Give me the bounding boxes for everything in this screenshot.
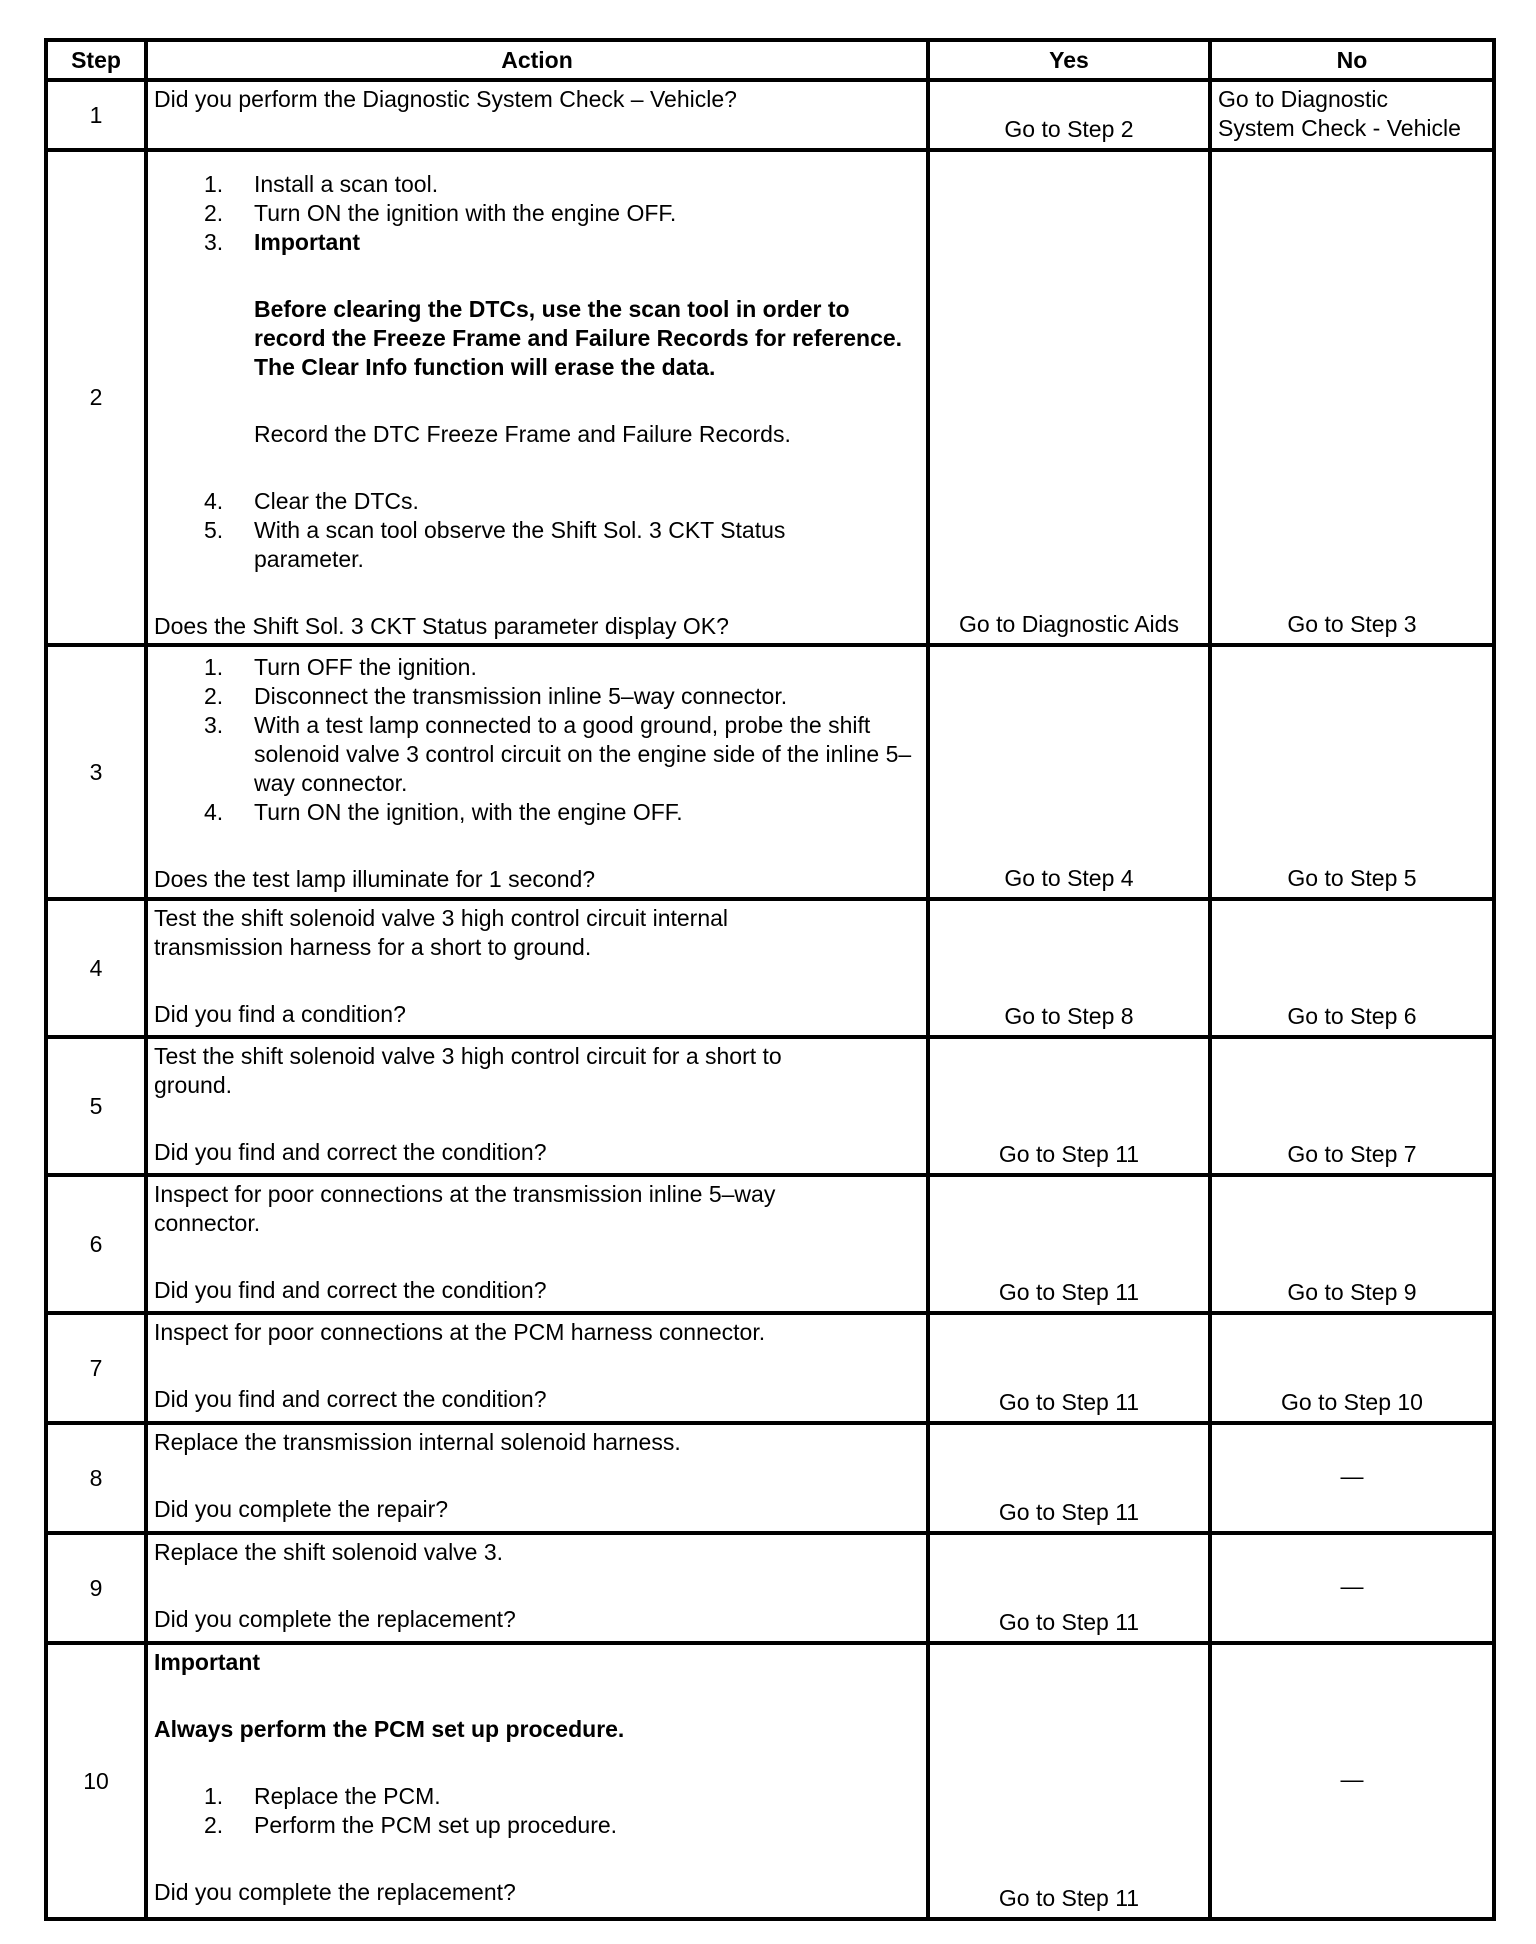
step-number: 5 [46,1037,146,1175]
yes-cell: Go to Step 11 [928,1175,1210,1313]
step-number: 8 [46,1423,146,1533]
no-cell: Go to Step 7 [1210,1037,1494,1175]
action-question: Did you find and correct the condition? [154,1386,547,1412]
action-instruction: Test the shift solenoid valve 3 high control circuit internal transmission harness for a short to ground. [154,905,729,960]
action-cell [146,1423,928,1533]
action-question: Did you find and correct the condition? [154,1139,547,1165]
action-instruction: Inspect for poor connections at the transmission inline 5–way connector. [154,1181,776,1236]
header-row [46,40,1494,80]
no-cell [1210,80,1494,150]
table-row [46,1037,1494,1175]
yes-cell: Go to Step 4 [928,645,1210,899]
no-cell: Go to Step 9 [1210,1175,1494,1313]
list-item: 5. With a scan tool observe the Shift Sol. 3 CKT Status parameter. [204,517,786,572]
list-item: 2. Perform the PCM set up procedure. [204,1812,618,1838]
table-row [46,80,1494,150]
step-number: 10 [46,1643,146,1919]
table-row [46,1643,1494,1919]
action-question: Does the Shift Sol. 3 CKT Status parameter display OK? [154,613,729,639]
action-instruction: Inspect for poor connections at the PCM harness connector. [154,1319,766,1345]
list-item: 1. Replace the PCM. [204,1783,441,1809]
no-cell: — [1210,1643,1494,1919]
no-line-2: System Check - Vehicle [1218,115,1461,141]
table-row [46,1533,1494,1643]
action-question: Did you complete the repair? [154,1496,449,1522]
header-step: Step [46,40,146,80]
list-item: 2. Turn ON the ignition with the engine OFF. [204,200,677,226]
action-question: Did you complete the replacement? [154,1879,516,1905]
step-number: 4 [46,899,146,1037]
action-question: Did you complete the replacement? [154,1606,516,1632]
action-steps [154,170,922,257]
header-action: Action [146,40,928,80]
action-instruction: Replace the shift solenoid valve 3. [154,1539,504,1565]
action-question: Did you find and correct the condition? [154,1277,547,1303]
list-item: 3. Important [204,229,361,255]
action-steps [154,487,922,574]
action-question: Does the test lamp illuminate for 1 second? [154,866,596,892]
step-number: 9 [46,1533,146,1643]
no-cell: Go to Step 3 [1210,150,1494,645]
yes-cell: Go to Step 11 [928,1313,1210,1423]
list-item: 4. Clear the DTCs. [204,488,419,514]
no-cell: Go to Step 6 [1210,899,1494,1037]
step-number: 2 [46,150,146,645]
table-row [46,150,1494,645]
important-label: Important [154,1649,261,1675]
no-cell: Go to Step 10 [1210,1313,1494,1423]
action-cell [146,1037,928,1175]
no-cell: Go to Step 5 [1210,645,1494,899]
yes-cell: Go to Step 2 [928,80,1210,150]
important-note: Always perform the PCM set up procedure. [154,1716,625,1742]
action-cell [146,645,928,899]
no-line-1: Go to Diagnostic [1218,86,1389,112]
action-cell [146,899,928,1037]
step-number: 7 [46,1313,146,1423]
step-number: 6 [46,1175,146,1313]
yes-cell: Go to Step 11 [928,1533,1210,1643]
no-cell: — [1210,1423,1494,1533]
list-item: 3. With a test lamp connected to a good ground, probe the shift solenoid valve 3 control circuit on the engine side of the inline 5–way connector. [204,712,912,796]
action-cell [146,1533,928,1643]
table-row [46,1313,1494,1423]
yes-cell: Go to Step 11 [928,1423,1210,1533]
record-instruction: Record the DTC Freeze Frame and Failure Records. [254,421,791,447]
no-cell: — [1210,1533,1494,1643]
table-row [46,1175,1494,1313]
table-row [46,645,1494,899]
diagnostic-table [44,38,1496,1921]
list-item: 2. Disconnect the transmission inline 5–way connector. [204,683,788,709]
action-question: Did you perform the Diagnostic System Check – Vehicle? [154,86,737,112]
important-note: Before clearing the DTCs, use the scan tool in order to record the Freeze Frame and Failure Records for reference. The Clear Info function will erase the data. [254,296,903,380]
action-cell [146,1175,928,1313]
list-item: 4. Turn ON the ignition, with the engine OFF. [204,799,683,825]
action-cell [146,80,928,150]
header-no: No [1210,40,1494,80]
yes-cell: Go to Step 11 [928,1643,1210,1919]
action-instruction: Test the shift solenoid valve 3 high control circuit for a short to ground. [154,1043,782,1098]
step-number: 1 [46,80,146,150]
header-yes: Yes [928,40,1210,80]
list-item: 1. Turn OFF the ignition. [204,654,477,680]
step-number: 3 [46,645,146,899]
yes-cell: Go to Step 11 [928,1037,1210,1175]
table-row [46,1423,1494,1533]
yes-cell: Go to Diagnostic Aids [928,150,1210,645]
action-steps [154,653,922,827]
action-cell [146,150,928,645]
action-question: Did you find a condition? [154,1001,406,1027]
yes-cell: Go to Step 8 [928,899,1210,1037]
action-steps [154,1782,922,1840]
action-instruction: Replace the transmission internal solenoid harness. [154,1429,681,1455]
table-row [46,899,1494,1037]
action-cell [146,1643,928,1919]
action-cell [146,1313,928,1423]
list-item: 1. Install a scan tool. [204,171,439,197]
